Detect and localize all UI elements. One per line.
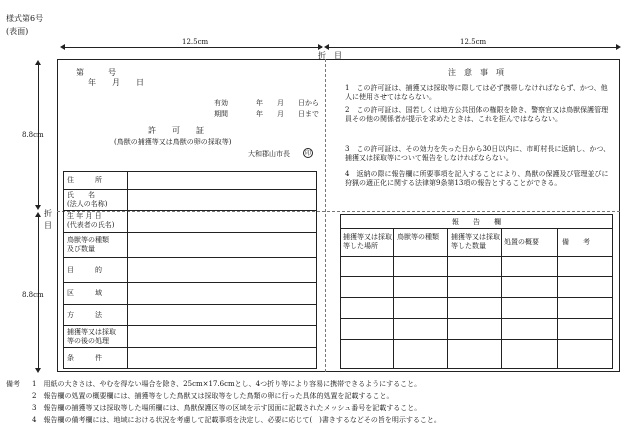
arrow-head-icon	[35, 368, 41, 373]
arrow-head-icon	[35, 60, 41, 65]
arrow-head-icon	[35, 205, 41, 210]
fold-label-top: 折 目	[318, 51, 342, 60]
dim-arrow-right	[326, 47, 618, 48]
seal-icon: 印	[304, 150, 311, 157]
permit-date: 年 月 日	[88, 78, 144, 87]
remark-4: 4 報告欄の備考欄には、地域における状況を考慮して記載事項を決定し、必要に応じて( )書きするなどその旨を明示すること。	[32, 416, 441, 424]
report-title: 報 告 欄	[452, 218, 501, 226]
dim-width-left: 12.5cm	[182, 38, 209, 46]
valid-to: 年 月 日まで	[256, 110, 319, 118]
dim-height-top: 8.8cm	[22, 131, 44, 139]
valid-from: 年 月 日から	[256, 99, 319, 107]
fold-label-left: 折 目	[44, 209, 52, 230]
remark-2: 2 報告欄の処置の概要欄には、捕獲等をした鳥獣又は採取等をした鳥類の卵に行った具体的処置を記載すること。	[32, 392, 394, 400]
row-birthdate: 生 年 月 日 (代表者の氏名)	[67, 212, 115, 229]
notice-title: 注 意 事 項	[448, 68, 504, 77]
period-label: 期間	[214, 110, 228, 118]
arrow-head-icon	[35, 212, 41, 217]
row-purpose: 目 的	[67, 266, 102, 274]
report-header-place: 捕獲等又は採取等した場所	[343, 233, 392, 250]
row-method: 方 法	[67, 311, 102, 319]
dim-arrow-left	[62, 47, 322, 48]
arrow-head-icon	[324, 44, 329, 50]
side-label: (表面)	[6, 27, 29, 36]
notice-item-3: 3 この許可証は、その効力を失った日から30日以内に、市町村長に返納し、かつ、捕獲又は採取等について報告をしなければならない。	[345, 145, 611, 162]
notice-item-1: 1 この許可証は、捕獲又は採取等に際しては必ず携帯しなければならず、かつ、他人に使用させてはならない。	[345, 84, 608, 101]
row-area: 区 域	[67, 289, 102, 297]
issuer: 大和郡山市長	[248, 150, 290, 158]
valid-label: 有効	[214, 99, 228, 107]
remarks-label: 備考	[6, 380, 20, 388]
arrow-head-icon	[616, 44, 621, 50]
report-header-quantity: 捕獲等又は採取等した数量	[451, 233, 500, 250]
arrow-head-icon	[318, 44, 323, 50]
row-conditions: 条 件	[67, 354, 102, 362]
remark-1: 1 用紙の大きさは、やむを得ない場合を除き、25cm×17.6cmとし、4つ折り等により容易に携帯できるようにすること。	[32, 380, 422, 388]
dim-height-bottom: 8.8cm	[22, 291, 44, 299]
table-divider	[127, 171, 128, 369]
report-header-disposal: 処置の概要	[504, 238, 539, 246]
permit-number: 第 号	[76, 68, 116, 77]
report-header-species: 鳥獣等の種類	[397, 233, 439, 241]
notice-item-4: 4 返納の際に報告欄に所要事項を記入することにより、鳥獣の保護及び管理並びに狩猟の適正化に関する法律第9条第13項の報告とすることができる。	[345, 170, 609, 187]
permit-subtitle: (鳥獣の捕獲等又は鳥獣の卵の採取等)	[114, 138, 232, 146]
notice-item-2: 2 この許可証は、国若しくは地方公共団体の権限を除き、警察官又は鳥獣保護管理員その他の関係者が提示を求めたときは、これを拒んではならない。	[345, 106, 609, 123]
row-address: 住 所	[67, 176, 102, 184]
row-name: 氏 名 (法人の名称)	[67, 191, 108, 208]
permit-title: 許 可 証	[148, 126, 204, 135]
row-species: 鳥獣等の種類 及び数量	[67, 236, 109, 253]
remark-3: 3 報告欄の捕獲等又は採取等した場所欄には、鳥獣保護区等の区域を示す図面に記載されたメッシュ番号を記載すること。	[32, 404, 422, 412]
dim-width-right: 12.5cm	[460, 38, 487, 46]
fold-line-vertical	[325, 59, 326, 372]
arrow-head-icon	[60, 44, 65, 50]
form-number: 様式第6号	[6, 14, 44, 23]
report-header-remarks: 備 考	[562, 238, 590, 246]
row-disposal: 捕獲等又は採取 等の後の処理	[67, 328, 116, 345]
